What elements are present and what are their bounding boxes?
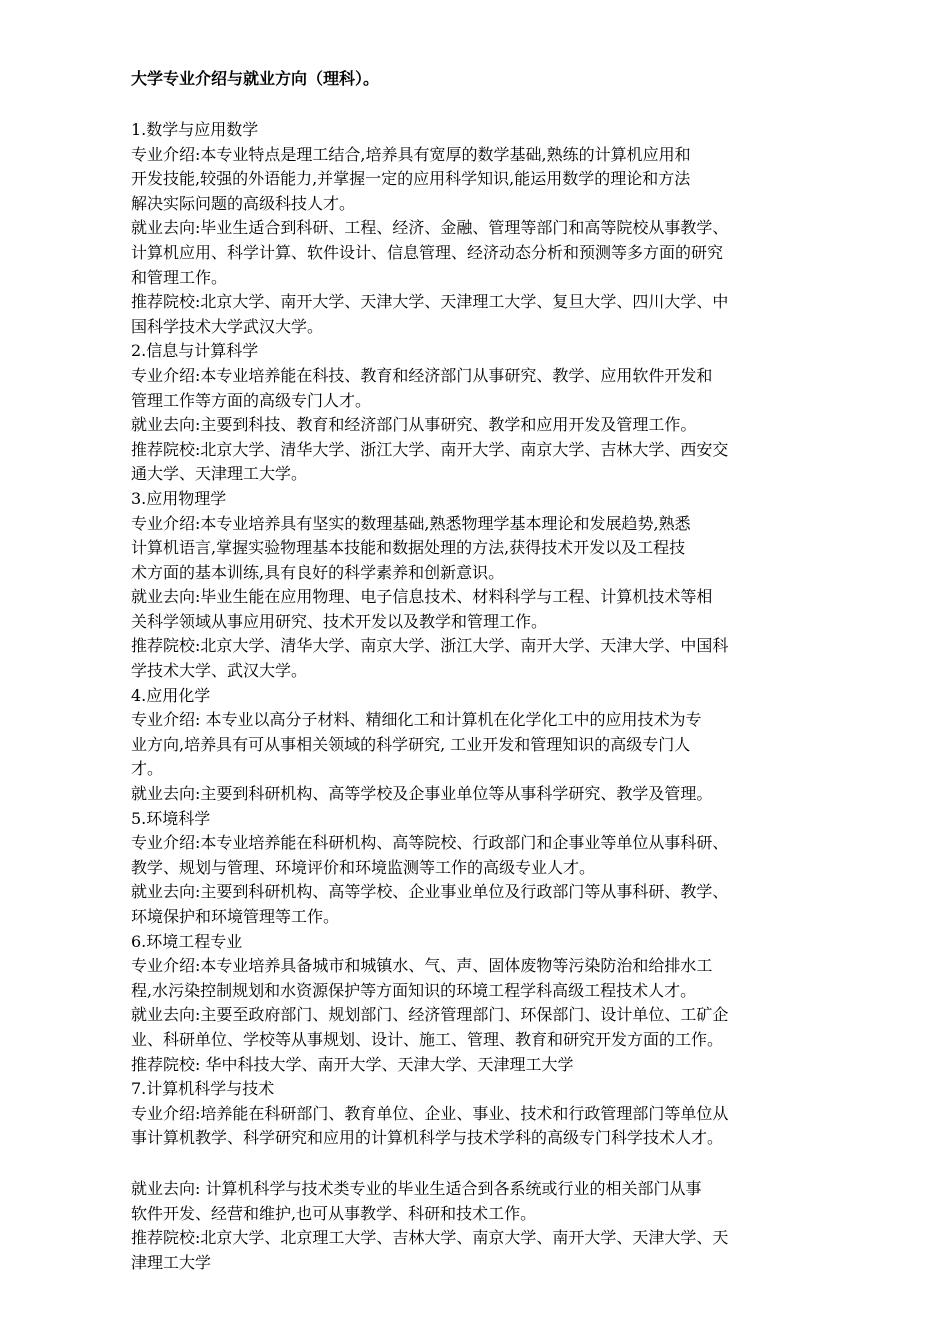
text-line: 术方面的基本训练,具有良好的科学素养和创新意识。 [131,562,505,582]
text-line: 就业去向:毕业生适合到科研、工程、经济、金融、管理等部门和高等院校从事教学、 [131,218,729,238]
text-line: 就业去向:主要到科研机构、高等学校、企业事业单位及行政部门等从事科研、教学、 [131,882,729,902]
text-line: 程,水污染控制规划和水资源保护等方面知识的环境工程学科高级工程技术人才。 [131,980,697,1000]
text-line: 管理工作等方面的高级专门人才。 [131,390,372,410]
text-line: 就业去向:主要到科技、教育和经济部门从事研究、教学和应用开发及管理工作。 [131,415,697,435]
text-line: 学技术大学、武汉大学。 [131,661,308,681]
text-line: 就业去向: 计算机科学与技术类专业的毕业生适合到各系统或行业的相关部门从事 [131,1178,702,1198]
document-body [131,118,831,1151]
text-line: 开发技能,较强的外语能力,并掌握一定的应用科学知识,能运用数学的理论和方法 [131,169,691,189]
text-line: 就业去向:主要到科研机构、高等学校及企事业单位等从事科学研究、教学及管理。 [131,784,713,804]
text-line: 专业介绍:本专业培养能在科技、教育和经济部门从事研究、教学、应用软件开发和 [131,365,713,385]
text-line: 软件开发、经营和维护,也可从事教学、科研和技术工作。 [131,1203,537,1223]
text-line: 推荐院校:北京大学、南开大学、天津大学、天津理工大学、复旦大学、四川大学、中 [131,292,729,312]
text-line: 通大学、天津理工大学。 [131,464,308,484]
text-line: 事计算机教学、科学研究和应用的计算机科学与技术学科的高级专门科学技术人才。 [131,1128,724,1148]
text-line: 推荐院校:北京大学、清华大学、南京大学、浙江大学、南开大学、天津大学、中国科 [131,636,729,656]
text-line: 专业介绍:本专业培养具有坚实的数理基础,熟悉物理学基本理论和发展趋势,熟悉 [131,513,691,533]
text-line: 计算机应用、科学计算、软件设计、信息管理、经济动态分析和预测等多方面的研究 [131,242,724,262]
text-line: 2.信息与计算科学 [131,341,259,361]
text-line: 教学、规划与管理、环境评价和环境监测等工作的高级专业人才。 [131,857,596,877]
text-line: 专业介绍:本专业培养能在科研机构、高等院校、行政部门和企事业等单位从事科研、 [131,833,729,853]
text-line: 解决实际问题的高级科技人才。 [131,193,356,213]
text-line: 4.应用化学 [131,685,211,705]
text-line: 推荐院校:北京大学、北京理工大学、吉林大学、南京大学、南开大学、天津大学、天 [131,1228,729,1248]
text-line: 津理工大学 [131,1252,212,1272]
text-line: 计算机语言,掌握实验物理基本技能和数据处理的方法,获得技术开发以及工程技 [131,538,686,558]
text-line: 专业介绍:本专业培养具备城市和城镇水、气、声、固体废物等污染防治和给排水工 [131,956,713,976]
text-line: 国科学技术大学武汉大学。 [131,316,324,336]
text-line: 和管理工作。 [131,267,228,287]
text-line: 推荐院校:北京大学、清华大学、浙江大学、南开大学、南京大学、吉林大学、西安交 [131,439,729,459]
text-line: 业、科研单位、学校等从事规划、设计、施工、管理、教育和研究开发方面的工作。 [131,1029,724,1049]
text-line: 环境保护和环境管理等工作。 [131,907,340,926]
text-line: 就业去向:毕业生能在应用物理、电子信息技术、材料科学与工程、计算机技术等相 [131,587,713,607]
text-line: 关科学领域从事应用研究、技术开发以及教学和管理工作。 [131,611,548,631]
text-line: 5.环境科学 [131,808,211,828]
document-title: 大学专业介绍与就业方向（理科）。 [131,69,380,88]
text-line: 1.数学与应用数学 [131,120,259,139]
text-line: 推荐院校: 华中科技大学、南开大学、天津大学、天津理工大学 [131,1054,574,1074]
paragraph-gap [131,1151,831,1177]
text-line: 6.环境工程专业 [131,931,243,951]
document-body-continued [131,1177,831,1275]
text-line: 3.应用物理学 [131,488,227,508]
text-line: 专业介绍: 本专业以高分子材料、精细化工和计算机在化学化工中的应用技术为专 [131,710,702,730]
text-line: 业方向,培养具有可从事相关领域的科学研究, 工业开发和管理知识的高级专门人 [131,734,691,754]
text-line: 7.计算机科学与技术 [131,1079,275,1099]
document-page [131,66,831,1275]
text-line: 专业介绍:本专业特点是理工结合,培养具有宽厚的数学基础,熟练的计算机应用和 [131,144,691,164]
text-line: 就业去向:主要至政府部门、规划部门、经济管理部门、环保部门、设计单位、工矿企 [131,1005,729,1025]
text-line: 才。 [131,759,164,779]
text-line: 专业介绍:培养能在科研部门、教育单位、企业、事业、技术和行政管理部门等单位从 [131,1103,729,1123]
